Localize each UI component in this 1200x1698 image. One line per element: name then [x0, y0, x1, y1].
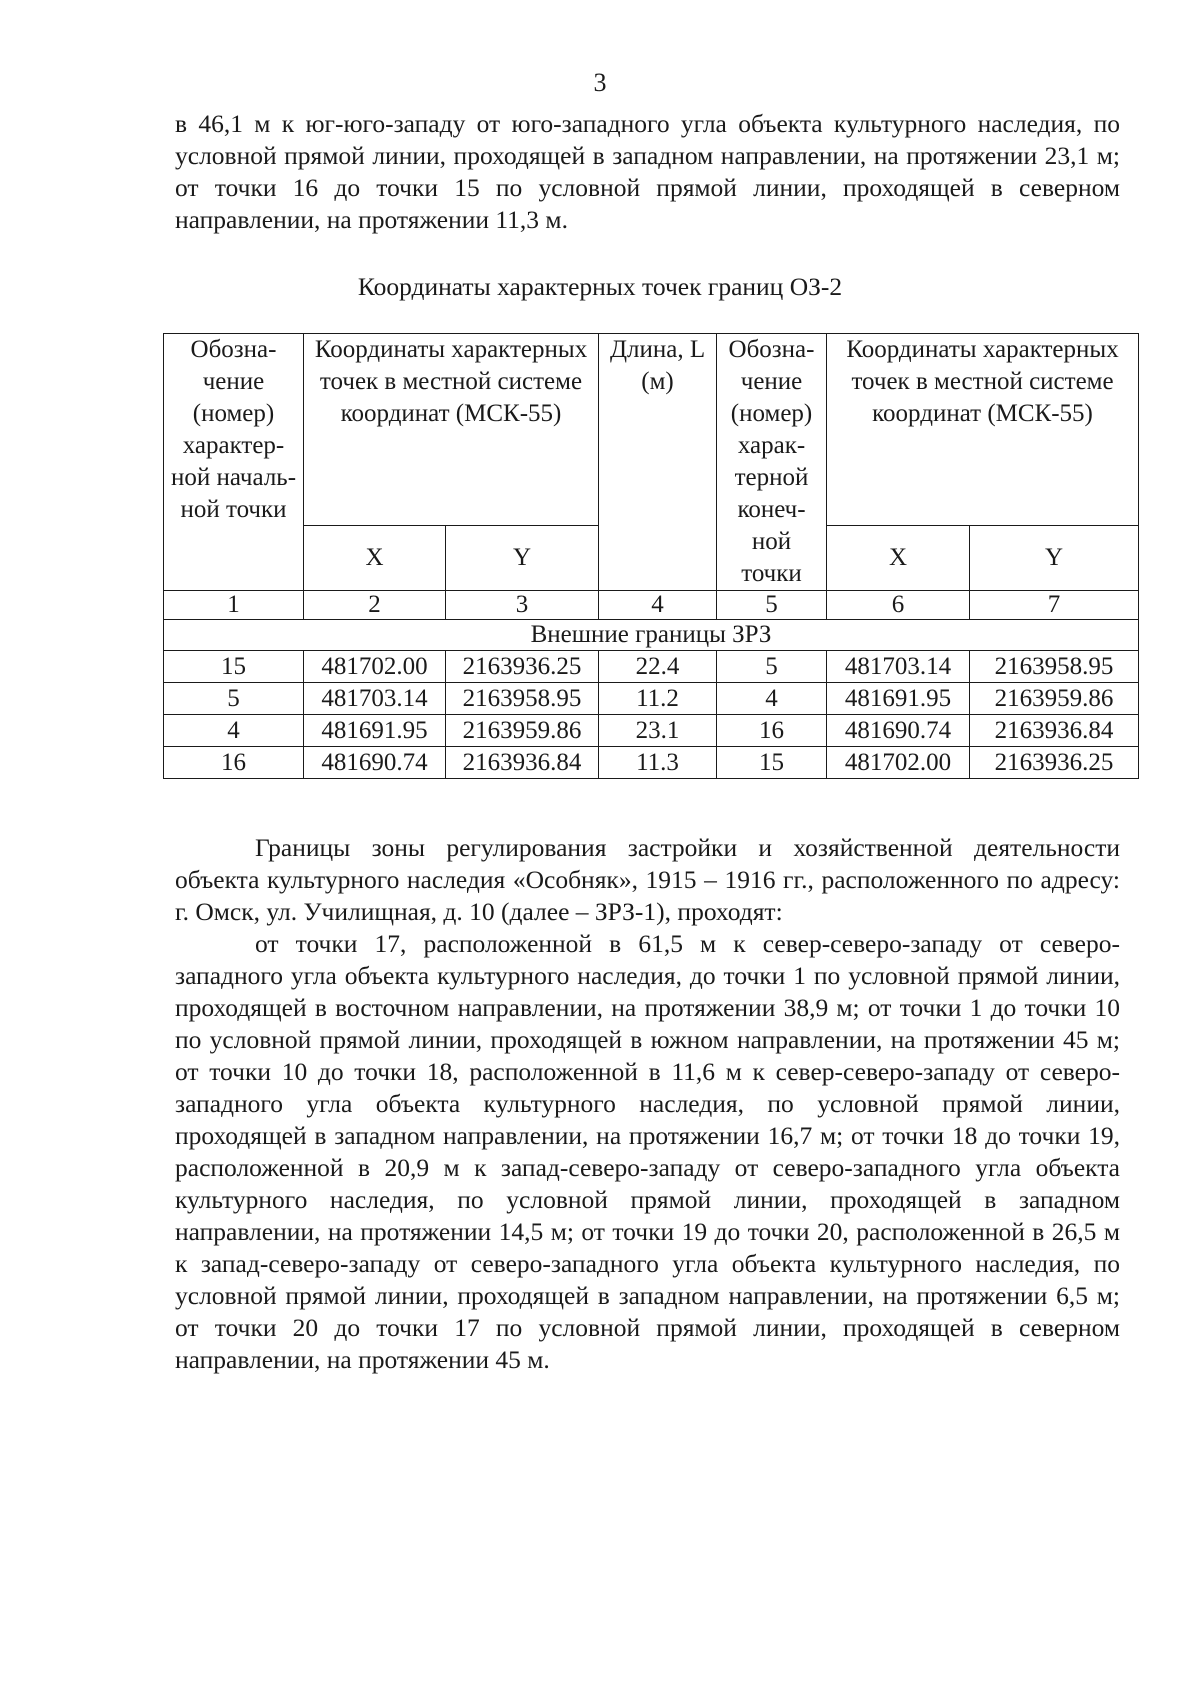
paragraph-text: в 46,1 м к юг-юго-западу от юго-западного угла объекта культурного наследия, по условной прямой линии, проходящей в западном направлении, на протяжении 23,1 м; от точки 16 до точки 15 по условной прямой линии, проходящей в северном направлении, на протяжении 11,3 м. [175, 109, 1120, 234]
x-start-cell: 481690.74 [304, 747, 446, 779]
end-point-cell: 4 [717, 683, 827, 715]
column-number: 4 [599, 591, 717, 620]
x-end-cell: 481691.95 [827, 683, 970, 715]
table-row [164, 747, 1139, 779]
header-start-point: Обозна-чение (номер) характер-ной началь-ной точки [164, 334, 304, 591]
y-start-cell: 2163936.84 [446, 747, 599, 779]
y-end-cell: 2163936.84 [970, 715, 1139, 747]
start-point-cell: 4 [164, 715, 304, 747]
start-point-cell: 5 [164, 683, 304, 715]
y-start-cell: 2163959.86 [446, 715, 599, 747]
header-end-point: Обозна-чение (номер) харак-терной конеч-ной точки [717, 334, 827, 591]
table-row [164, 715, 1139, 747]
column-number: 7 [970, 591, 1139, 620]
end-point-cell: 15 [717, 747, 827, 779]
column-number: 5 [717, 591, 827, 620]
table-row [164, 651, 1139, 683]
section-title: Внешние границы ЗРЗ [164, 620, 1139, 651]
paragraph-route: от точки 17, расположенной в 61,5 м к север-северо-западу от северо-западного угла объекта культурного наследия, до точки 1 по условной прямой линии, проходящей в восточном направлении, на протяжении 38,9 м; от точки 1 до точки 10 по условной прямой линии, проходящей в южном направлении, на протяжении 45 м; от точки 10 до точки 18, расположенной в 11,6 м к север-северо-западу от северо-западного угла объекта культурного наследия, по условной прямой линии, проходящей в западном направлении, на протяжении 16,7 м; от точки 18 до точки 19, расположенной в 20,9 м к запад-северо-западу от северо-западного угла объекта культурного наследия, по условной прямой линии, проходящей в западном направлении, на протяжении 14,5 м; от точки 19 до точки 20, расположенной в 26,5 м к запад-северо-западу от северо-западного угла объекта культурного наследия, по условной прямой линии, проходящей в западном направлении, на протяжении 6,5 м; от точки 20 до точки 17 по условной прямой линии, проходящей в северном направлении, на протяжении 45 м. [175, 929, 1120, 1374]
page-number: 3 [593, 68, 607, 97]
end-point-cell: 5 [717, 651, 827, 683]
header-x-left: X [304, 525, 446, 590]
y-start-cell: 2163936.25 [446, 651, 599, 683]
header-row-1 [164, 334, 1139, 526]
start-point-cell: 16 [164, 747, 304, 779]
column-number: 6 [827, 591, 970, 620]
x-end-cell: 481703.14 [827, 651, 970, 683]
column-number: 1 [164, 591, 304, 620]
column-number: 3 [446, 591, 599, 620]
length-cell: 11.3 [599, 747, 717, 779]
table-row [164, 683, 1139, 715]
boundary-description [175, 832, 1120, 1376]
paragraph-intro: Границы зоны регулирования застройки и хозяйственной деятельности объекта культурного наследия «Особняк», 1915 – 1916 гг., расположенного по адресу: г. Омск, ул. Училищная, д. 10 (далее – ЗРЗ-1), проходят: [175, 833, 1120, 926]
x-end-cell: 481690.74 [827, 715, 970, 747]
length-cell: 22.4 [599, 651, 717, 683]
column-number: 2 [304, 591, 446, 620]
length-cell: 23.1 [599, 715, 717, 747]
length-cell: 11.2 [599, 683, 717, 715]
y-end-cell: 2163959.86 [970, 683, 1139, 715]
y-start-cell: 2163958.95 [446, 683, 599, 715]
y-end-cell: 2163936.25 [970, 747, 1139, 779]
header-length: Длина, L (м) [599, 334, 717, 591]
header-coords-left: Координаты характерных точек в местной системе координат (МСК-55) [304, 334, 599, 526]
end-point-cell: 16 [717, 715, 827, 747]
x-start-cell: 481691.95 [304, 715, 446, 747]
header-x-right: X [827, 525, 970, 590]
x-start-cell: 481703.14 [304, 683, 446, 715]
column-numbers-row [164, 591, 1139, 620]
header-y-left: Y [446, 525, 599, 590]
header-y-right: Y [970, 525, 1139, 590]
y-end-cell: 2163958.95 [970, 651, 1139, 683]
start-point-cell: 15 [164, 651, 304, 683]
x-end-cell: 481702.00 [827, 747, 970, 779]
table-title: Координаты характерных точек границ ОЗ-2 [357, 272, 843, 301]
section-row [164, 620, 1139, 651]
header-coords-right: Координаты характерных точек в местной системе координат (МСК-55) [827, 334, 1139, 526]
x-start-cell: 481702.00 [304, 651, 446, 683]
coordinates-table [163, 333, 1139, 779]
paragraph-continuation [175, 108, 1120, 236]
